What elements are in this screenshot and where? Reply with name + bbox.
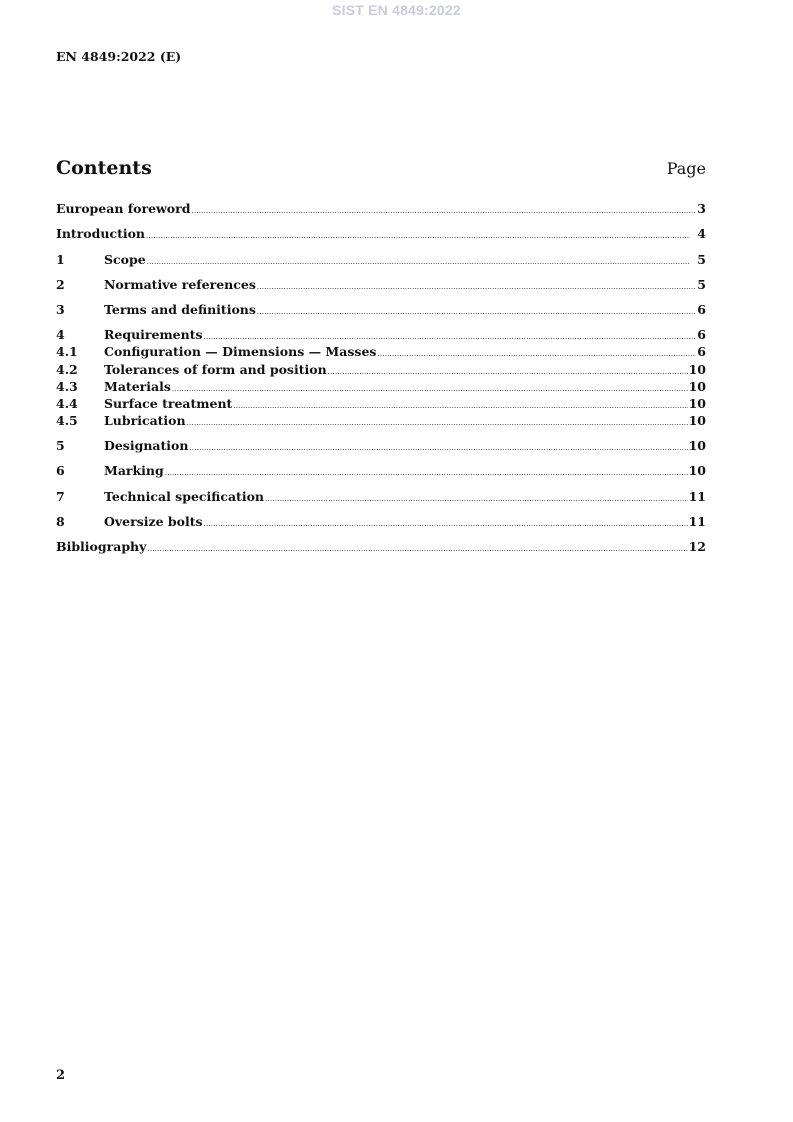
toc-entry-scope[interactable]	[56, 252, 706, 268]
toc-entry-page: 6	[697, 327, 706, 342]
toc-entry-title: Materials	[104, 379, 171, 394]
toc-leader-dots	[146, 228, 696, 244]
toc-entry-title: Bibliography	[56, 539, 147, 554]
toc-entry-number: 6	[56, 463, 65, 478]
toc-entry-designation[interactable]	[56, 438, 706, 454]
page-column-label: Page	[666, 159, 706, 178]
toc-entry-tolerances[interactable]	[56, 362, 706, 378]
toc-leader-dots	[257, 304, 696, 320]
toc-entry-number: 3	[56, 302, 65, 317]
toc-entry-title: Oversize bolts	[104, 514, 203, 529]
toc-leader-dots	[257, 279, 696, 295]
toc-entry-number: 1	[56, 252, 65, 267]
toc-entry-title: Surface treatment	[104, 396, 233, 411]
toc-leader-dots	[265, 491, 688, 507]
toc-leader-dots	[172, 381, 688, 397]
toc-leader-dots	[191, 203, 696, 219]
toc-entry-lubrication[interactable]	[56, 413, 706, 429]
toc-entry-number: 7	[56, 489, 65, 504]
toc-entry-title: Tolerances of form and position	[104, 362, 327, 377]
toc-entry-number: 4.1	[56, 344, 78, 359]
toc-entry-title: Lubrication	[104, 413, 186, 428]
toc-leader-dots	[328, 364, 688, 380]
toc-entry-number: 8	[56, 514, 65, 529]
toc-entry-number: 4	[56, 327, 65, 342]
toc-entry-page: 6	[697, 344, 706, 359]
toc-leader-dots	[204, 329, 697, 345]
toc-entry-marking[interactable]	[56, 463, 706, 479]
toc-entry-page: 10	[688, 396, 706, 411]
toc-entry-page: 10	[688, 362, 706, 377]
toc-entry-normative-references[interactable]	[56, 277, 706, 293]
toc-entry-title: Requirements	[104, 327, 203, 342]
contents-heading	[56, 157, 706, 179]
toc-entry-title: Designation	[104, 438, 189, 453]
toc-entry-page: 10	[688, 463, 706, 478]
toc-entry-materials[interactable]	[56, 379, 706, 395]
toc-entry-title: Marking	[104, 463, 164, 478]
toc-entry-title: Introduction	[56, 226, 146, 241]
toc-entry-number: 4.2	[56, 362, 78, 377]
toc-leader-dots	[147, 254, 697, 270]
toc-leader-dots	[187, 415, 688, 431]
toc-entry-page: 11	[688, 489, 706, 504]
toc-entry-title: European foreword	[56, 201, 191, 216]
toc-entry-page: 10	[688, 379, 706, 394]
page-number: 2	[56, 1068, 66, 1083]
toc-entry-page: 10	[688, 413, 706, 428]
toc-leader-dots	[204, 516, 688, 532]
document-id: EN 4849:2022 (E)	[56, 49, 182, 64]
watermark: SIST EN 4849:2022	[332, 2, 461, 18]
toc-entry-number: 4.3	[56, 379, 78, 394]
toc-entry-title: Configuration — Dimensions — Masses	[104, 344, 377, 359]
toc-leader-dots	[233, 398, 687, 414]
toc-entry-surface-treatment[interactable]	[56, 396, 706, 412]
toc-entry-terms-and-definitions[interactable]	[56, 302, 706, 318]
toc-leader-dots	[147, 541, 687, 557]
toc-entry-title: Technical specification	[104, 489, 265, 504]
toc-entry-introduction[interactable]	[56, 226, 706, 242]
toc-entry-configuration[interactable]	[56, 344, 706, 360]
toc-entry-oversize-bolts[interactable]	[56, 514, 706, 530]
toc-entry-european-foreword[interactable]	[56, 201, 706, 217]
toc-entry-title: Terms and definitions	[104, 302, 256, 317]
toc-leader-dots	[189, 440, 687, 456]
toc-entry-number: 5	[56, 438, 65, 453]
toc-entry-page: 4	[697, 226, 706, 241]
toc-entry-number: 2	[56, 277, 65, 292]
toc-leader-dots	[377, 346, 696, 362]
toc-entry-page: 5	[697, 277, 706, 292]
toc-entry-page: 11	[688, 514, 706, 529]
toc-entry-page: 3	[697, 201, 706, 216]
toc-entry-requirements[interactable]	[56, 327, 706, 343]
toc-entry-page: 12	[688, 539, 706, 554]
toc-entry-title: Scope	[104, 252, 146, 267]
toc-entry-number: 4.4	[56, 396, 78, 411]
toc-entry-number: 4.5	[56, 413, 78, 428]
toc-entry-bibliography[interactable]	[56, 539, 706, 555]
toc-entry-page: 10	[688, 438, 706, 453]
contents-title: Contents	[56, 157, 152, 179]
toc-entry-page: 5	[697, 252, 706, 267]
toc-entry-technical-specification[interactable]	[56, 489, 706, 505]
toc-entry-page: 6	[697, 302, 706, 317]
toc-leader-dots	[165, 465, 688, 481]
toc-entry-title: Normative references	[104, 277, 256, 292]
